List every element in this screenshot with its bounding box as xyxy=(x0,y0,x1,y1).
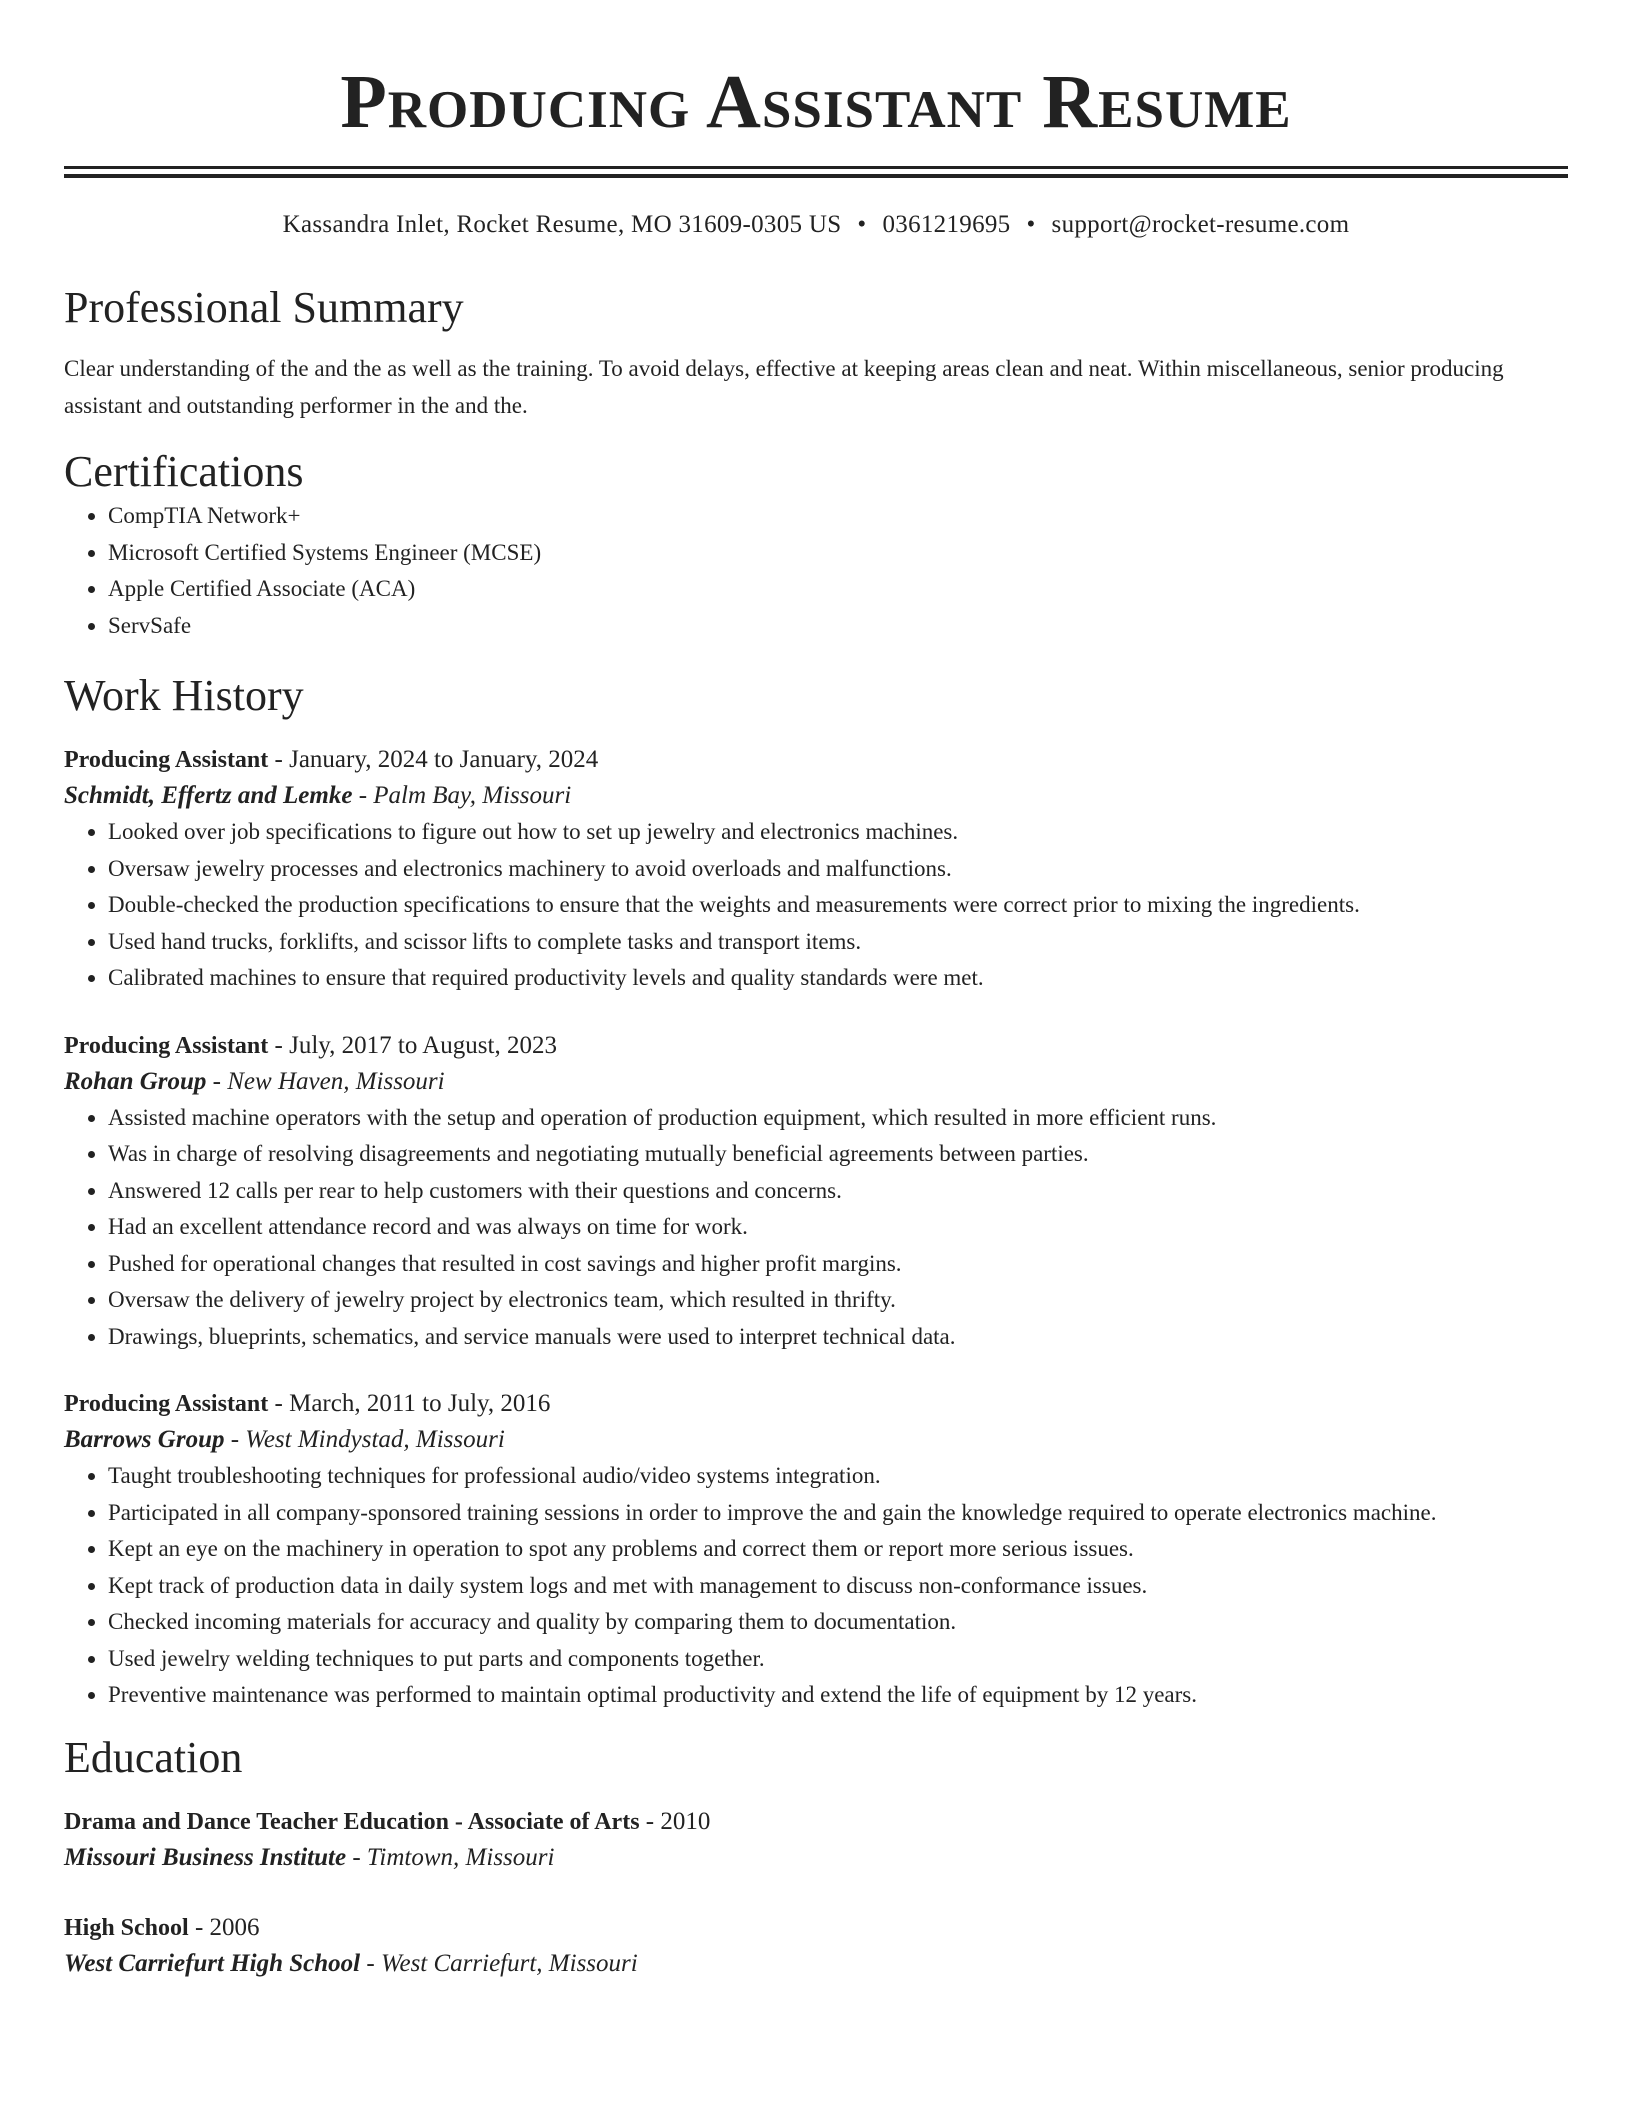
job-bullet: • Oversaw the delivery of jewelry project by electronics team, which resulted in thrifty. xyxy=(108,1282,1568,1319)
school-location: - Timtown, Missouri xyxy=(346,1843,555,1871)
job-bullet: • Kept track of production data in daily system logs and met with management to discuss non-conformance issues. xyxy=(108,1568,1568,1605)
job-bullets xyxy=(64,1100,1568,1356)
contact-phone: 0361219695 xyxy=(882,211,1011,238)
certifications-list xyxy=(64,498,1568,644)
degree: High School xyxy=(64,1914,189,1941)
job-entry xyxy=(64,1028,1568,1356)
work-history-heading: Work History xyxy=(64,671,304,720)
page-title: Producing Assistant Resume xyxy=(340,60,1292,144)
school-location: - West Carriefurt, Missouri xyxy=(360,1949,638,1977)
job-bullet: • Checked incoming materials for accuracy and quality by comparing them to documentation. xyxy=(108,1604,1568,1641)
job-entry xyxy=(64,1386,1568,1714)
education-heading: Education xyxy=(64,1732,243,1782)
job-bullet: • Participated in all company-sponsored training sessions in order to improve the and gain the knowledge required to operate electronics machine. xyxy=(108,1495,1568,1532)
graduation-year: - 2010 xyxy=(639,1807,711,1835)
graduation-year: - 2006 xyxy=(188,1913,260,1941)
job-title: Producing Assistant xyxy=(64,747,269,773)
school-line xyxy=(64,1840,1568,1876)
education-entry xyxy=(64,1804,1568,1876)
job-title-line xyxy=(64,1028,1568,1064)
job-bullet: • Drawings, blueprints, schematics, and service manuals were used to interpret technical data. xyxy=(108,1319,1568,1356)
degree-line xyxy=(64,1804,1568,1840)
job-dates: - March, 2011 to July, 2016 xyxy=(268,1390,551,1417)
job-bullet: • Was in charge of resolving disagreements and negotiating mutually beneficial agreements between parties. xyxy=(108,1136,1568,1173)
job-title-line xyxy=(64,742,1568,778)
job-bullet: • Kept an eye on the machinery in operation to spot any problems and correct them or report more serious issues. xyxy=(108,1531,1568,1568)
job-dates: - July, 2017 to August, 2023 xyxy=(268,1031,557,1059)
job-bullet: • Taught troubleshooting techniques for professional audio/video systems integration. xyxy=(108,1458,1568,1495)
summary-text: Clear understanding of the and the as well as the training. To avoid delays, effective at keeping areas clean and neat. Within miscellaneous, senior producing assistant and outstanding performer in the and the. xyxy=(64,356,1504,418)
bullet-separator: • xyxy=(1026,211,1036,238)
degree: Drama and Dance Teacher Education - Associate of Arts xyxy=(64,1808,640,1835)
job-bullet: • Oversaw jewelry processes and electronics machinery to avoid overloads and malfunctions. xyxy=(108,851,1568,888)
job-bullets xyxy=(64,814,1568,997)
job-bullet: • Calibrated machines to ensure that required productivity levels and quality standards were met. xyxy=(108,960,1568,997)
job-company: Barrows Group xyxy=(64,1426,225,1453)
job-company-line xyxy=(64,778,1568,814)
contact-line xyxy=(64,210,1568,240)
job-bullets xyxy=(64,1458,1568,1714)
contact-email: support@rocket-resume.com xyxy=(1051,211,1350,238)
summary-heading: Professional Summary xyxy=(64,283,464,332)
job-bullet: • Assisted machine operators with the setup and operation of production equipment, which resulted in more efficient runs. xyxy=(108,1100,1568,1137)
job-company: Rohan Group xyxy=(64,1067,207,1095)
job-title: Producing Assistant xyxy=(64,1391,269,1417)
certification-item: • Apple Certified Associate (ACA) xyxy=(108,571,1568,608)
bullet-separator: • xyxy=(857,211,867,238)
contact-address: Kassandra Inlet, Rocket Resume, MO 31609-0305 US xyxy=(282,211,842,238)
job-entry xyxy=(64,742,1568,997)
job-title: Producing Assistant xyxy=(64,1032,269,1059)
certification-item: • ServSafe xyxy=(108,608,1568,645)
job-bullet: • Preventive maintenance was performed to maintain optimal productivity and extend the life of equipment by 12 years. xyxy=(108,1677,1568,1714)
job-location: - West Mindystad, Missouri xyxy=(224,1426,505,1453)
job-bullet: • Used jewelry welding techniques to put parts and components together. xyxy=(108,1641,1568,1678)
school-name: West Carriefurt High School xyxy=(64,1949,361,1977)
title-double-rule xyxy=(64,166,1568,178)
certification-item: • CompTIA Network+ xyxy=(108,498,1568,535)
job-bullet: • Pushed for operational changes that resulted in cost savings and higher profit margins. xyxy=(108,1246,1568,1283)
school-line xyxy=(64,1946,1568,1982)
certifications-heading: Certifications xyxy=(64,447,304,496)
degree-line xyxy=(64,1910,1568,1946)
job-bullet: • Used hand trucks, forklifts, and scissor lifts to complete tasks and transport items. xyxy=(108,924,1568,961)
certification-item: • Microsoft Certified Systems Engineer (MCSE) xyxy=(108,535,1568,572)
job-bullet: • Answered 12 calls per rear to help customers with their questions and concerns. xyxy=(108,1173,1568,1210)
education-entry xyxy=(64,1910,1568,1982)
job-location: - New Haven, Missouri xyxy=(206,1067,445,1095)
job-bullet: • Had an excellent attendance record and was always on time for work. xyxy=(108,1209,1568,1246)
job-company: Schmidt, Effertz and Lemke xyxy=(64,782,353,809)
job-bullet: • Double-checked the production specifications to ensure that the weights and measurements were correct prior to mixing the ingredients. xyxy=(108,887,1568,924)
job-dates: - January, 2024 to January, 2024 xyxy=(268,746,599,773)
school-name: Missouri Business Institute xyxy=(64,1843,347,1871)
job-title-line xyxy=(64,1386,1568,1422)
job-location: - Palm Bay, Missouri xyxy=(352,782,572,809)
job-company-line xyxy=(64,1422,1568,1458)
job-company-line xyxy=(64,1064,1568,1100)
job-bullet: • Looked over job specifications to figure out how to set up jewelry and electronics machines. xyxy=(108,814,1568,851)
